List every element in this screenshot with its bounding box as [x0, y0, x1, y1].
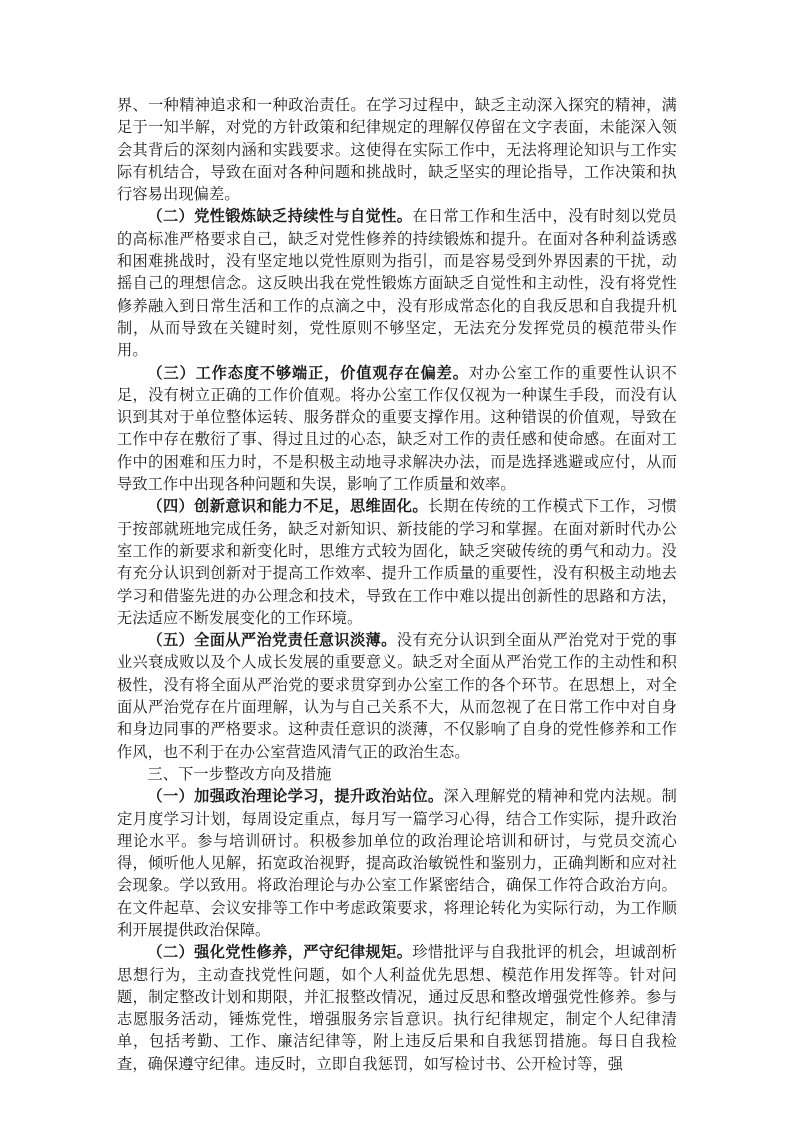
- paragraph-text: 没有充分认识到全面从严治党对于党的事业兴衰成败以及个人成长发展的重要意义。缺乏对全面从严治党工作的主动性和积极性，没有将全面从严治党的要求贯穿到办公室工作的各个环节。在思想上，对全面从严治党存在片面理解，认为与自己关系不大，从而忽视了在日常工作中对自身和身边同事的严格要求。这种责任意识的淡薄，不仅影响了自身的党性修养和工作作风，也不利于在办公室营造风清气正的政治生态。: [117, 631, 677, 761]
- section-heading: [117, 763, 677, 785]
- paragraph-heading: （五）全面从严治党责任意识淡薄。: [147, 631, 397, 650]
- paragraph-text: 对办公室工作的重要性认识不足，没有树立正确的工作价值观。将办公室工作仅仅视为一种谋生手段，而没有认识到其对于单位整体运转、服务群众的重要支撑作用。这种错误的价值观，导致在工作中存在敷衍了事、得过且过的心态，缺乏对工作的责任感和使命感。在面对工作中的困难和压力时，不是积极主动地寻求解决办法，而是选择逃避或应付，从而导致工作中出现各种问题和失误，影响了工作质量和效率。: [117, 363, 678, 494]
- paragraph-strict-governance: [117, 629, 677, 763]
- paragraph-text: 深入理解党的精神和党内法规。制定月度学习计划，每周设定重点，每月写一篇学习心得，结合工作实际，提升政治理论水平。参与培训研讨。积极参加单位的政治理论培训和研讨，与党员交流心得，倾听他人见解，拓宽政治视野，提高政治敏锐性和鉴别力，正确判断和应对社会现象。学以致用。将政治理论与办公室工作紧密结合，确保工作符合政治方向。在文件起草、会议安排等工作中考虑政策要求，将理论转化为实际行动，为工作顺利开展提供政治保障。: [117, 787, 677, 939]
- paragraph-text: 珍惜批评与自我批评的机会，坦诚剖析思想行为，主动查找党性问题，如个人利益优先思想、模范作用发挥等。针对问题，制定整改计划和期限，并汇报整改情况，通过反思和整改增强党性修养。参与志愿服务活动，锤炼党性，增强服务宗旨意识。执行纪律规定，制定个人纪律清单，包括考勤、工作、廉洁纪律等，附上违反后果和自我惩罚措施。每日自我检查，确保遵守纪律。违反时，立即自我惩罚，如写检讨书、公开检讨等，强: [117, 943, 677, 1073]
- paragraph-text: 长期在传统的工作模式下工作，习惯于按部就班地完成任务，缺乏对新知识、新技能的学习和掌握。在面对新时代办公室工作的新要求和新变化时，思维方式较为固化，缺乏突破传统的勇气和动力。没有充分认识到创新对于提高工作效率、提升工作质量的重要性，没有积极主动地去学习和借鉴先进的办公理念和技术，导致在工作中难以提出创新性的思路和方法，无法适应不断发展变化的工作环境。: [117, 497, 677, 627]
- paragraph-continuation: [117, 94, 677, 205]
- paragraph-innovation: [117, 495, 677, 629]
- paragraph-party-training: [117, 205, 677, 361]
- document-page: [117, 94, 677, 1075]
- paragraph-heading: （四）创新意识和能力不足，思维固化。: [147, 497, 428, 516]
- paragraph-work-attitude: [117, 362, 677, 496]
- paragraph-heading: （二）党性锻炼缺乏持续性与自觉性。: [147, 207, 413, 226]
- paragraph-heading: （二）强化党性修养，严守纪律规矩。: [147, 943, 413, 962]
- paragraph-text: 在日常工作和生活中，没有时刻以党员的高标准严格要求自己，缺乏对党性修养的持续锻炼和提升。在面对各种利益诱惑和困难挑战时，没有坚定地以党性原则为指引，而是容易受到外界因素的干扰，动摇自己的理想信念。这反映出我在党性锻炼方面缺乏自觉性和主动性，没有将党性修养融入到日常生活和工作的点滴之中，没有形成常态化的自我反思和自我提升机制，从而导致在关键时刻，党性原则不够坚定，无法充分发挥党员的模范带头作用。: [117, 207, 677, 360]
- paragraph-party-discipline: [117, 941, 677, 1075]
- section-heading-text: 三、下一步整改方向及措施: [147, 764, 332, 783]
- paragraph-heading: （一）加强政治理论学习，提升政治站位。: [147, 787, 444, 806]
- paragraph-theory-study: [117, 785, 677, 941]
- paragraph-text: 界、一种精神追求和一种政治责任。在学习过程中，缺乏主动深入探究的精神，满足于一知半解，对党的方针政策和纪律规定的理解仅停留在文字表面，未能深入领会其背后的深刻内涵和实践要求。这使得在实际工作中，无法将理论知识与工作实际有机结合，导致在面对各种问题和挑战时，缺乏坚实的理论指导，工作决策和执行容易出现偏差。: [117, 96, 677, 204]
- paragraph-heading: （三）工作态度不够端正，价值观存在偏差。: [147, 363, 469, 382]
